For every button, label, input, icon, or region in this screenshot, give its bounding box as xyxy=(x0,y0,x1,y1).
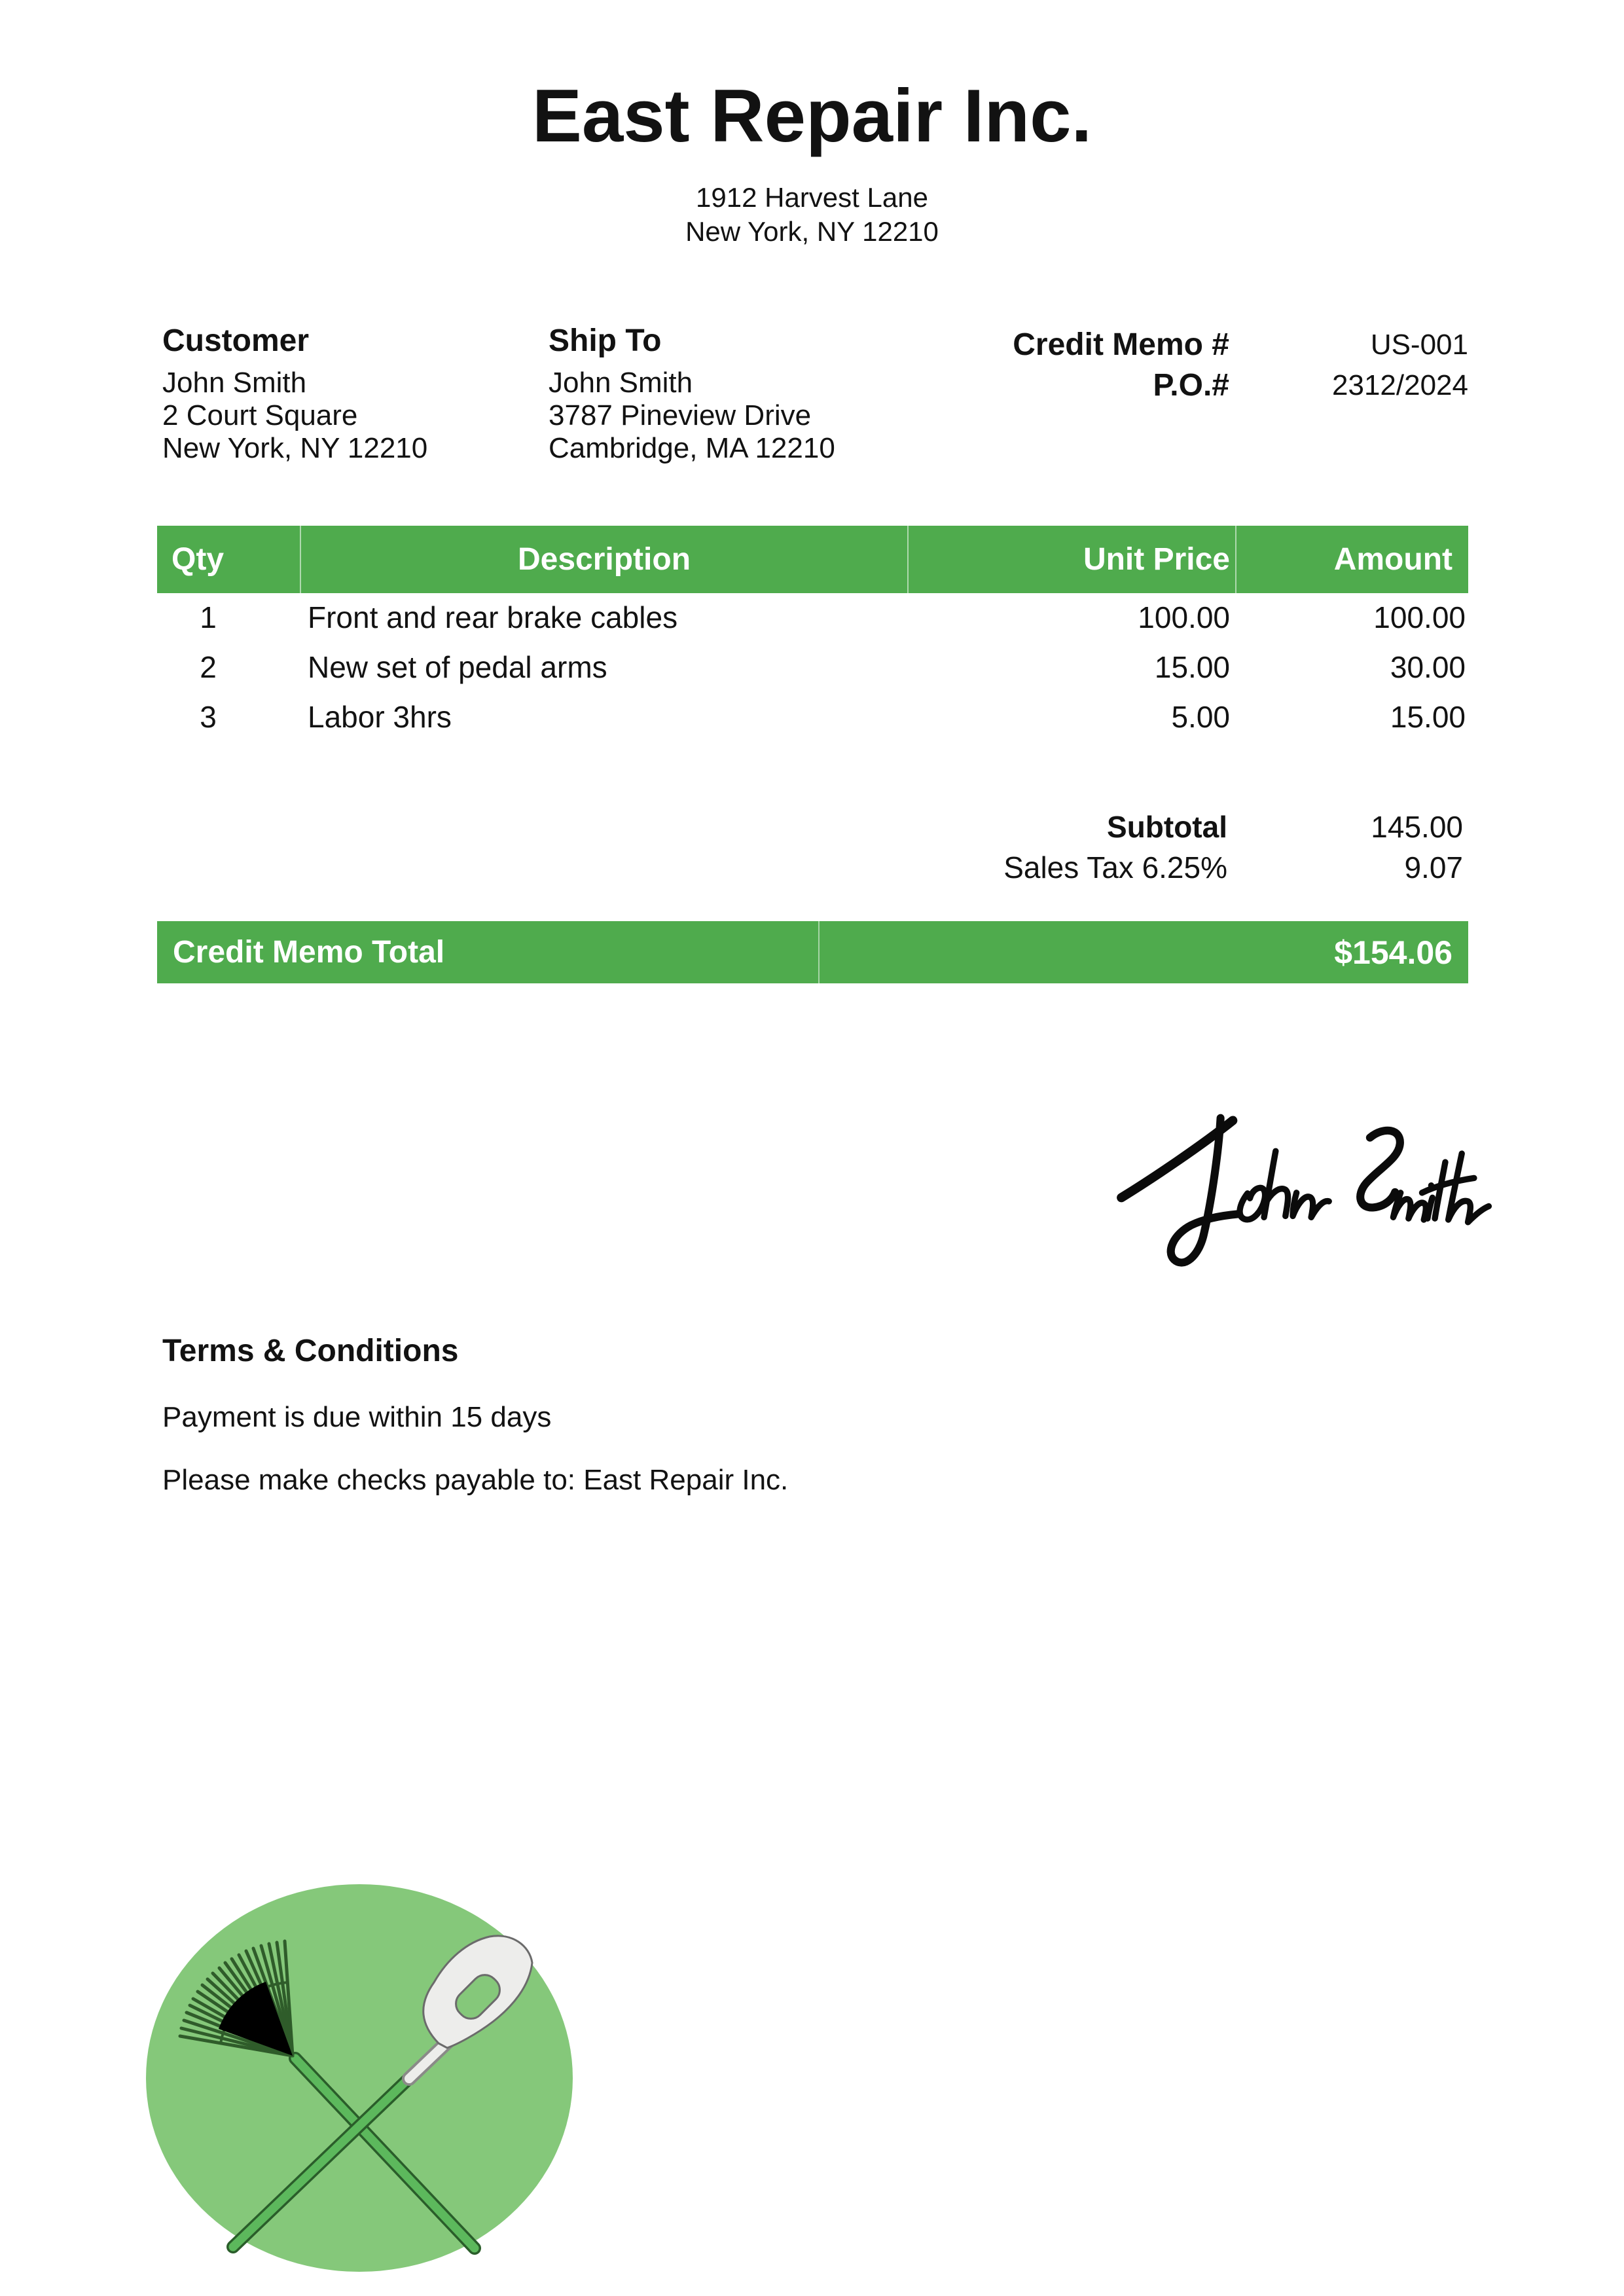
items-table-body xyxy=(157,592,1468,742)
row-qty: 2 xyxy=(200,650,217,684)
credit-memo-total-bar xyxy=(157,921,1468,983)
table-row xyxy=(157,642,1468,692)
ship-to-city: Cambridge, MA 12210 xyxy=(549,432,835,464)
company-address-line1: 1912 Harvest Lane xyxy=(696,182,928,213)
sales-tax-value: 9.07 xyxy=(1404,850,1463,884)
customer-heading: Customer xyxy=(162,323,310,358)
row-qty: 1 xyxy=(200,600,217,634)
row-qty: 3 xyxy=(200,700,217,734)
credit-memo-total-value: $154.06 xyxy=(1334,934,1453,971)
row-unit-price: 100.00 xyxy=(1138,600,1230,634)
subtotal-value: 145.00 xyxy=(1371,810,1463,844)
customer-street: 2 Court Square xyxy=(162,399,358,431)
company-address-line2: New York, NY 12210 xyxy=(685,216,939,247)
credit-memo-total-label: Credit Memo Total xyxy=(173,935,445,970)
po-number-label: P.O.# xyxy=(1153,368,1229,403)
customer-section xyxy=(162,322,529,465)
po-number-row xyxy=(935,365,1468,406)
totals-section xyxy=(157,807,1468,888)
ship-to-street: 3787 Pineview Drive xyxy=(549,399,812,431)
terms-line-checks: Please make checks payable to: East Repair Inc. xyxy=(162,1464,789,1496)
row-description: Labor 3hrs xyxy=(308,700,452,734)
header-unit-price: Unit Price xyxy=(907,526,1235,593)
terms-line-payment: Payment is due within 15 days xyxy=(162,1401,552,1433)
row-unit-price: 15.00 xyxy=(1154,650,1230,684)
table-row xyxy=(157,692,1468,742)
subtotal-row xyxy=(157,807,1468,847)
row-description: New set of pedal arms xyxy=(308,650,607,684)
header-qty: Qty xyxy=(171,542,225,577)
customer-name: John Smith xyxy=(162,367,307,399)
po-number-value: 2312/2024 xyxy=(1332,369,1468,401)
company-address xyxy=(0,181,1624,249)
company-name: East Repair Inc. xyxy=(532,75,1092,158)
header-amount: Amount xyxy=(1235,526,1468,593)
table-row xyxy=(157,592,1468,642)
company-logo xyxy=(146,1884,573,2277)
row-description: Front and rear brake cables xyxy=(308,600,678,634)
credit-memo-number-row xyxy=(935,325,1468,365)
header-description: Description xyxy=(300,526,907,593)
row-amount: 15.00 xyxy=(1390,700,1466,734)
subtotal-label: Subtotal xyxy=(1107,810,1227,844)
row-amount: 30.00 xyxy=(1390,650,1466,684)
ship-to-section xyxy=(549,322,954,465)
terms-heading: Terms & Conditions xyxy=(162,1334,459,1368)
sales-tax-label: Sales Tax 6.25% xyxy=(1003,850,1227,884)
ship-to-name: John Smith xyxy=(549,367,693,399)
sales-tax-row xyxy=(157,847,1468,888)
row-amount: 100.00 xyxy=(1373,600,1466,634)
signature-john-smith xyxy=(1113,1087,1492,1296)
items-table-header xyxy=(157,526,1468,593)
customer-city: New York, NY 12210 xyxy=(162,432,428,464)
memo-meta-section xyxy=(935,325,1468,406)
terms-section xyxy=(162,1333,1210,1525)
credit-memo-number-value: US-001 xyxy=(1370,329,1468,361)
credit-memo-number-label: Credit Memo # xyxy=(1013,327,1229,362)
row-unit-price: 5.00 xyxy=(1171,700,1230,734)
ship-to-heading: Ship To xyxy=(549,323,662,358)
